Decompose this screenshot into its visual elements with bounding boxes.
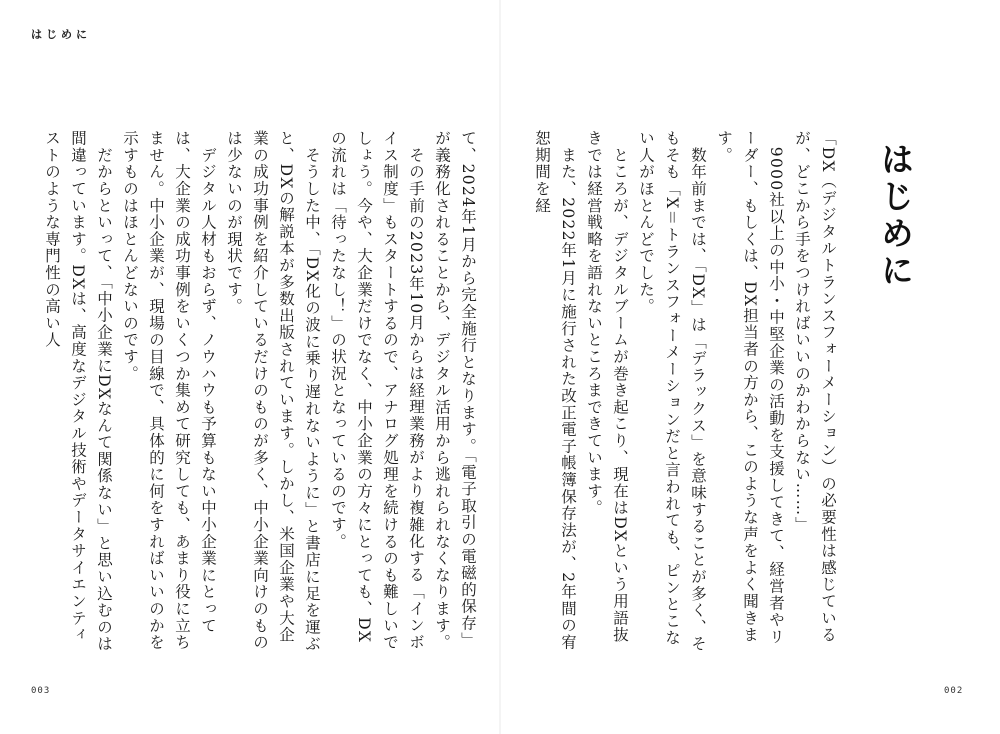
paragraph: そうした中、「DX化の波に乗り遅れないように」と書店に足を運ぶと、DXの解説本が多数出版されています。しかし、米国企業や大企業の成功事例を紹介しているだけのものが多く、中小企業向けのものは少ないのが現状です。 [225,130,321,653]
left-page-text [38,130,481,660]
paragraph: て、2024年1月から完全施行となります。「電子取引の電磁的保存」が義務化されることから、デジタル活用から逃れられなくなります。 [433,130,477,651]
paragraph: ところが、デジタルブームが巻き起こり、現在はDXという用語抜きでは経営戦略を語れないところまできています。 [585,130,629,644]
paragraph: その手前の2023年10月からは経理業務がより複雑化する「インボイス制度」もスタートするので、アナログ処理を続けるのも難しいでしょう。今や、大企業だけでなく、中小企業の方々にとっても、DXの流れは「待ったなし！」の状況となっているのです。 [329,130,425,651]
paragraph: 「DX（デジタルトランスフォーメーション）の必要性は感じているが、どこから手をつければいいのかわからない……」 [793,130,837,644]
paragraph: 数年前までは、「DX」は「デラックス」を意味することが多く、そもそも「X＝トランスフォーメーションだと言われても、ピンとこない人がほとんどでした。 [637,130,707,653]
page-number-left: 003 [31,686,51,696]
right-page-text [533,130,841,660]
paragraph: また、2022年1月に施行された改正電子帳簿保存法が、2年間の宥恕期間を経 [533,130,577,651]
paragraph: だからといって、「中小企業にDXなんて関係ない」と思い込むのは間違っています。DXは、高度なデジタル技術やデータサイエンティストのような専門性の高い人 [43,130,113,653]
paragraph: デジタル人材もおらず、ノウハウも予算もない中小企業にとっては、大企業の成功事例をいくつか集めて研究しても、あまり役に立ちません。中小企業が、現場の目線で、具体的に何をすればいいのかを示すものはほとんどないのです。 [121,130,217,651]
running-head: はじめに [31,28,91,41]
chapter-title: はじめに [876,142,915,290]
page-number-right: 002 [944,686,964,696]
page-gutter [499,0,501,734]
paragraph: 9000社以上の中小・中堅企業の活動を支援してきて、経営者やリーダー、もしくは、DX担当者の方から、このような声をよく聞きます。 [715,130,785,646]
